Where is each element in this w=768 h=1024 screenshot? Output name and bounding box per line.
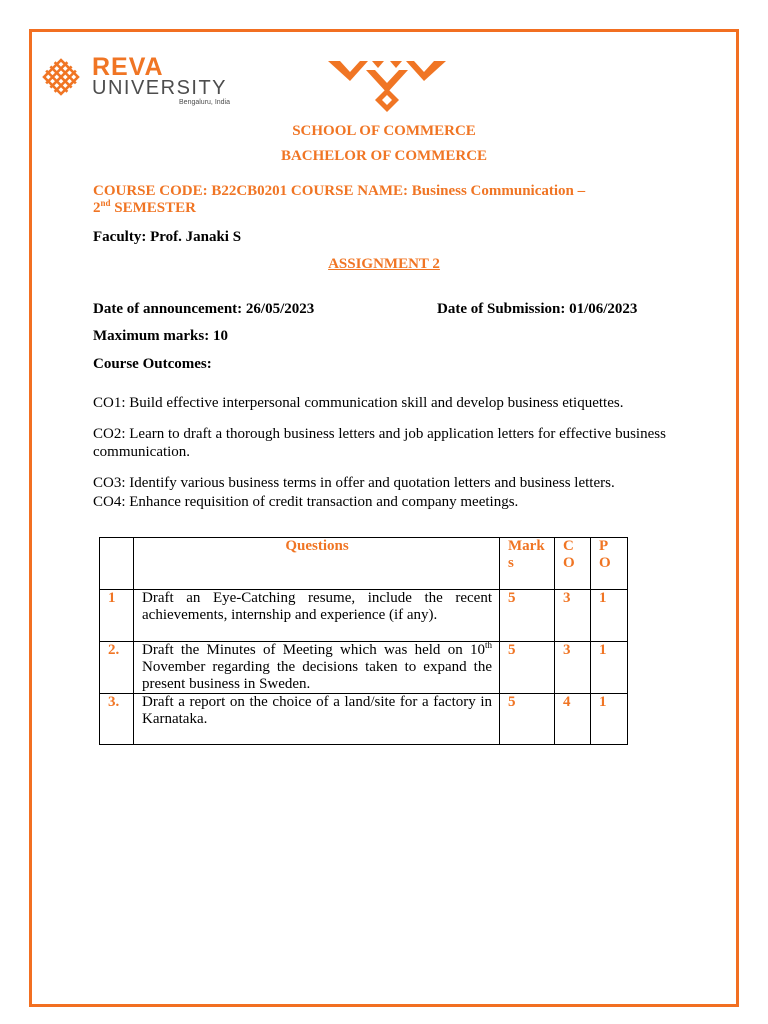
table-row bbox=[100, 694, 628, 745]
header-marks-text: Marks bbox=[508, 538, 545, 571]
header-co bbox=[555, 538, 591, 590]
header-po bbox=[591, 538, 628, 590]
reva-university-logo bbox=[40, 54, 240, 110]
co-value: 3 bbox=[555, 642, 591, 694]
table-row bbox=[100, 590, 628, 642]
marks-value: 5 bbox=[500, 694, 555, 745]
header-questions: Questions bbox=[134, 538, 500, 590]
table-header-row bbox=[100, 538, 628, 590]
course-code-line: COURSE CODE: B22CB0201 COURSE NAME: Business Communication – bbox=[93, 183, 586, 199]
po-value: 1 bbox=[591, 642, 628, 694]
course-outcomes-heading: Course Outcomes: bbox=[93, 356, 212, 372]
faculty-line: Faculty: Prof. Janaki S bbox=[93, 229, 242, 245]
course-outcome-4: CO4: Enhance requisition of credit transaction and company meetings. bbox=[93, 494, 519, 510]
po-value: 1 bbox=[591, 590, 628, 642]
assignment-title-text: ASSIGNMENT 2 bbox=[328, 256, 440, 272]
maximum-marks: Maximum marks: 10 bbox=[93, 328, 228, 344]
course-outcome-2: CO2: Learn to draft a thorough business letters and job application letters for effective business communication. bbox=[93, 426, 666, 460]
course-outcome-3: CO3: Identify various business terms in offer and quotation letters and business letters. bbox=[93, 475, 615, 491]
co-value: 3 bbox=[555, 590, 591, 642]
semester-number: 2 bbox=[93, 200, 101, 216]
submission-date: Date of Submission: 01/06/2023 bbox=[437, 301, 638, 317]
question-text: Draft a report on the choice of a land/site for a factory in Karnataka. bbox=[134, 694, 500, 745]
course-info bbox=[93, 183, 585, 217]
reva-knot-icon bbox=[40, 57, 82, 97]
header-po-text: PO bbox=[599, 538, 611, 571]
questions-table bbox=[99, 537, 628, 745]
row-number: 3. bbox=[100, 694, 134, 745]
semester-suffix: nd bbox=[100, 198, 111, 208]
header-co-text: CO bbox=[563, 538, 575, 571]
row-number: 1 bbox=[100, 590, 134, 642]
marks-value: 5 bbox=[500, 642, 555, 694]
po-value: 1 bbox=[591, 694, 628, 745]
question-text-part: November regarding the decisions taken to expand the present business in Sweden. bbox=[142, 659, 492, 692]
university-emblem-icon bbox=[328, 59, 446, 113]
semester-label: SEMESTER bbox=[114, 200, 196, 216]
question-text bbox=[134, 642, 500, 694]
page-border bbox=[29, 29, 739, 1007]
logo-name-university: UNIVERSITY bbox=[92, 77, 228, 99]
header-marks bbox=[500, 538, 555, 590]
assignment-title bbox=[0, 255, 768, 273]
co-value: 4 bbox=[555, 694, 591, 745]
logo-name-reva: REVA bbox=[92, 53, 164, 81]
program-heading: BACHELOR OF COMMERCE bbox=[280, 148, 488, 164]
header-number-cell bbox=[100, 538, 134, 590]
logo-location: Bengaluru, India bbox=[179, 99, 230, 106]
question-text: Draft an Eye-Catching resume, include the recent achievements, internship and experience (if any). bbox=[134, 590, 500, 642]
question-text-part: Draft the Minutes of Meeting which was held on 10 bbox=[142, 642, 485, 658]
marks-value: 5 bbox=[500, 590, 555, 642]
school-heading: SCHOOL OF COMMERCE bbox=[292, 123, 476, 139]
course-outcome-1: CO1: Build effective interpersonal communication skill and develop business etiquettes. bbox=[93, 395, 624, 411]
announcement-date: Date of announcement: 26/05/2023 bbox=[93, 301, 315, 317]
table-row bbox=[100, 642, 628, 694]
row-number: 2. bbox=[100, 642, 134, 694]
semester-line bbox=[93, 200, 585, 217]
question-superscript: th bbox=[484, 640, 492, 650]
